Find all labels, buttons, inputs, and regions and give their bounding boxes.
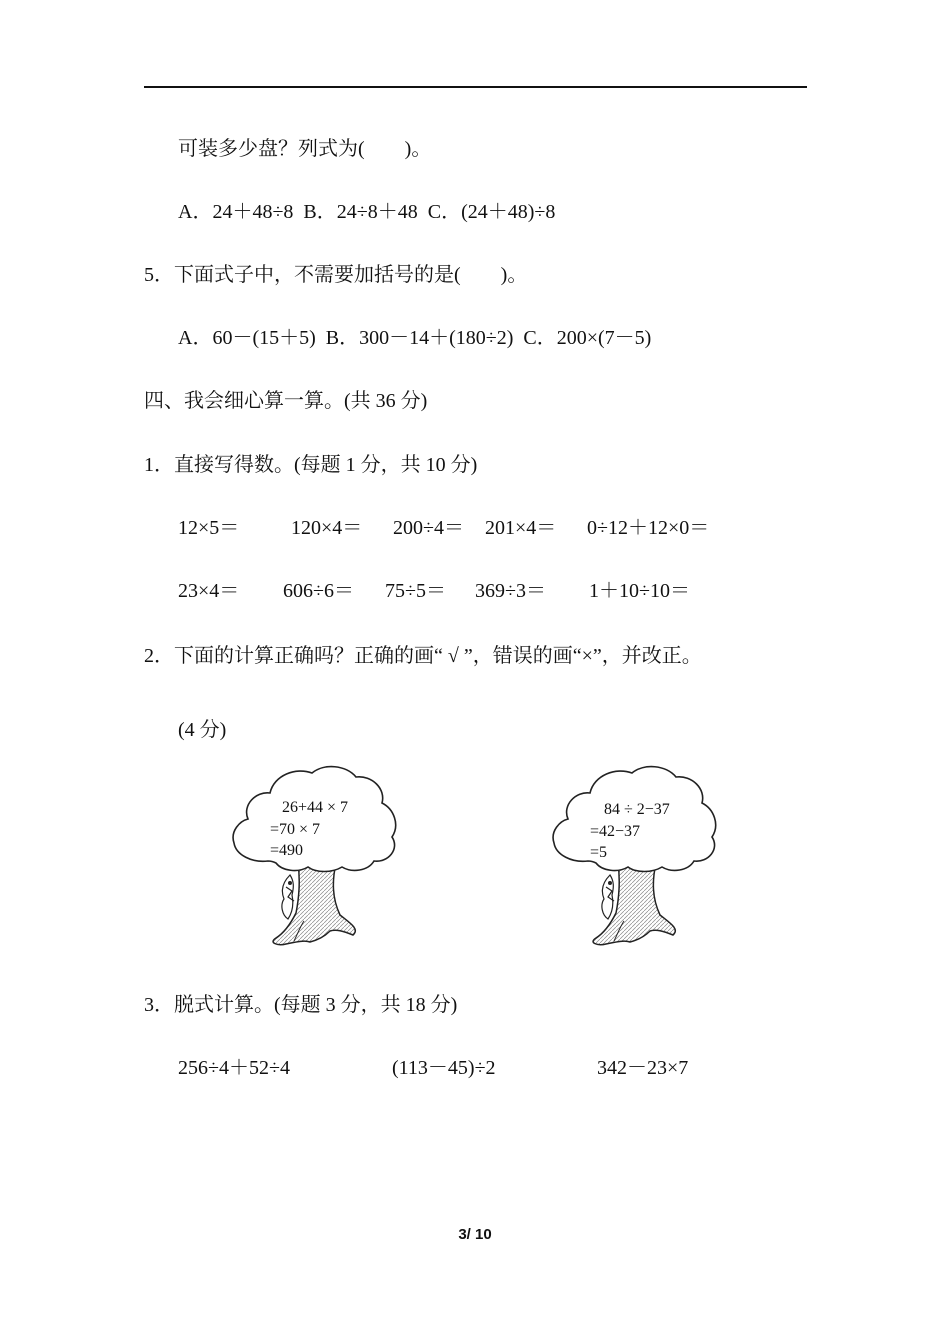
tree-expression-line: 84 ÷ 2−37: [604, 801, 670, 818]
q5-options: A．60－(15＋5) B．300－14＋(180÷2) C．200×(7－5): [178, 327, 652, 349]
q3-stem: 3．脱式计算。(每题 3 分，共 18 分): [144, 994, 458, 1016]
tree-illustration-2: [548, 763, 723, 948]
q4-options: A．24＋48÷8 B．24÷8＋48 C．(24＋48)÷8: [178, 201, 556, 223]
q5-stem: 5．下面式子中，不需要加括号的是( )。: [144, 264, 528, 286]
q3-expression: (113－45)÷2: [392, 1057, 496, 1079]
q1-stem: 1．直接写得数。(每题 1 分，共 10 分): [144, 454, 478, 476]
q1-item: 200÷4＝: [393, 517, 464, 539]
tree-expression-line: =42−37: [590, 823, 641, 840]
q1-item: 0÷12＋12×0＝: [587, 517, 710, 539]
q1-item: 606÷6＝: [283, 580, 354, 602]
q1-item: 1＋10÷10＝: [589, 580, 690, 602]
q1-item: 23×4＝: [178, 580, 240, 602]
tree-icon: [228, 763, 403, 948]
q1-item: 369÷3＝: [475, 580, 546, 602]
q3-expression: 256÷4＋52÷4: [178, 1057, 290, 1079]
section4-title: 四、我会细心算一算。(共 36 分): [144, 390, 428, 412]
q3-expression: 342－23×7: [597, 1057, 689, 1079]
tree-illustration-1: [228, 763, 403, 948]
tree-icon: [548, 763, 723, 948]
tree-expression-line: 26+44 × 7: [282, 799, 349, 816]
header-rule: [144, 86, 807, 88]
q1-item: 201×4＝: [485, 517, 557, 539]
q1-item: 12×5＝: [178, 517, 240, 539]
q4-continuation: 可装多少盘？列式为( )。: [178, 138, 432, 160]
q2-stem: 2．下面的计算正确吗？正确的画“ √ ”，错误的画“×”，并改正。: [144, 645, 702, 667]
q1-item: 75÷5＝: [385, 580, 446, 602]
q1-item: 120×4＝: [291, 517, 363, 539]
tree-expression-line: =490: [270, 842, 304, 859]
tree-expression-line: =5: [590, 844, 608, 861]
page-number: 3/ 10: [458, 1226, 492, 1243]
q2-points: (4 分): [178, 719, 227, 741]
tree-expression-line: =70 × 7: [270, 821, 321, 838]
